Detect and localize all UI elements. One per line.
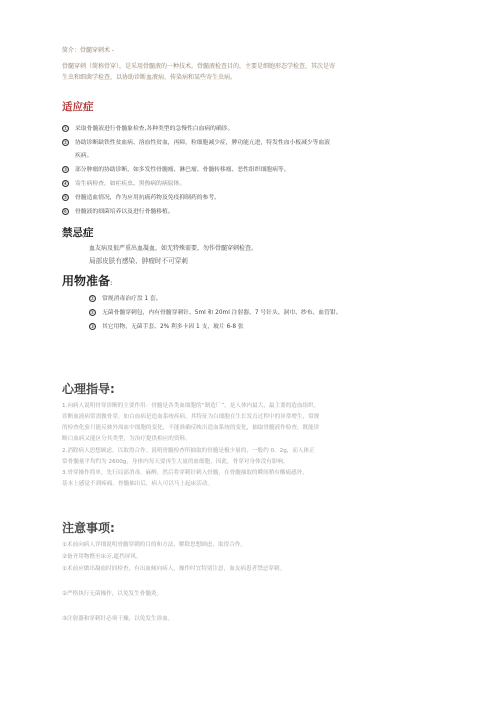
psychology-line-2: 诊断血液病常需做骨穿，如白血病是造血系统疾病，其特征为白细胞在生长发育过程中的异常增生，常规 [62,414,320,420]
indication-item-4 [62,180,185,188]
indication-item-2-cont: 疾病。 [75,153,93,159]
precaution-line-4: ②严格执行无菌操作，以免发生骨髓炎。 [62,591,163,597]
supplies-heading [62,272,112,289]
indication-item-6 [62,208,174,216]
psychology-line-1: 1.向病人说明骨穿诊断的主要作用：骨髓是各类血细胞的“制造厂”，是人体内最大、最主要的造血组织。 [62,403,320,409]
precaution-line-5: ③注射器和穿刺针必须干燥，以免发生溶血。 [62,616,174,622]
precautions-heading-colon: : [110,521,115,535]
supplies-heading-text: 用物准备 [62,274,111,288]
item-text: 协助诊断缺铁性贫血病、溶血性贫血，再障，粒细胞减少症，脾功能亢进，特发性血小板减少等血液 [75,140,331,146]
intro-line-1: 简介：骨髓穿刺术 - [62,47,115,54]
contraindications-heading: 禁忌症 [62,227,94,239]
contraindication-line-2: 局部皮肤有感染、肿瘤时不可穿刺 [89,257,188,265]
psychology-heading-text: 心理指导 [62,382,111,396]
indication-item-5 [62,194,220,202]
precautions-heading-text: 注意事项 [62,521,111,535]
number-badge: ④ [63,181,68,187]
indication-item-2 [62,139,330,147]
item-text: 采取骨髓液进行骨髓象检查,各种类型的急慢性白血病的确诊。 [75,126,234,132]
intro-line-3: 生虫和细菌学检查，以协助诊断血液病、传染病和某些寄生虫病。 [62,74,237,81]
item-text: 常规消毒治疗盘 1 套。 [102,296,162,302]
supply-item-1 [89,295,162,303]
item-text: 无菌骨髓穿刺包，内有骨髓穿刺针、5ml 和 20ml 注射器、7 号针头、洞巾、纱布、血管钳。 [102,310,342,316]
psychology-line-8: 基本上感觉不到疼痛。骨髓抽出后，病人可以马上起床活动。 [62,481,214,487]
indications-heading: 适应症 [62,101,94,113]
psychology-heading [62,380,115,397]
psychology-line-7: 3.骨穿操作简单，先行局部消毒、麻醉，然后将穿刺针刺入骨髓，在骨髓抽取的瞬间稍有酸痛感外， [62,470,308,476]
number-badge: ③ [63,167,68,173]
item-text: 寄生病检查，如疟疾虫、黑热病的病原体。 [75,181,186,187]
number-badge: ① [90,296,95,302]
indication-item-1 [62,125,233,133]
number-badge: ⑥ [63,209,68,215]
number-badge: ② [90,310,95,316]
item-text: 其它用物，无菌手套、2% 利多卡因 1 支，玻片 6-8 张 [102,324,244,330]
number-badge: ② [63,140,68,146]
number-badge: ③ [90,324,95,330]
item-text: 部分肿瘤的协助诊断，如多发性骨髓瘤、淋巴瘤、骨髓转移瘤、恶性组织细胞病等。 [75,167,290,173]
number-badge: ⑤ [63,195,68,201]
psychology-line-5: 2.消除病人思想顾虑，以取得合作。说明骨髓检查所抽取的骨髓是极少量的，一般约 0．2g，而人体正 [62,448,315,454]
indication-item-3 [62,166,290,174]
intro-line-2: 骨髓穿刺（简称骨穿），是采用骨髓液的一种技术。骨髓液检查目的，主要是细胞形态学检查，其次是寄 [62,63,336,70]
item-text: 骨髓液的细菌培养以及进行骨髓移植。 [75,209,174,215]
psychology-line-3: 的检查化验只能反映外周血中细胞的变化，不能准确反映出造血系统的变化，抽取骨髓液作检查，既能诊 [62,425,320,431]
item-text: 骨髓造血情况，作为应用抗癌药物及免疫抑制药的参考。 [75,195,220,201]
supply-item-3 [89,323,244,331]
precaution-line-1: ①术前向病人详细说明骨髓穿刺的目的和方法，解除思想顾虑，取得合作。 [62,542,247,548]
number-badge: ① [63,126,68,132]
supplies-heading-colon: : [110,279,113,287]
psychology-heading-colon: : [110,382,115,396]
supply-item-2 [89,309,342,317]
precaution-line-2: ②备齐用物携至床旁,遮挡屏风。 [62,554,142,560]
psychology-line-4: 断白血病又能区分其类型，为治疗提供相应的资料。 [62,436,191,442]
contraindication-line-1: 血友病及很严重出血凝血，如无特殊需要，勿作骨髓穿刺检查。 [89,245,258,252]
psychology-line-6: 常骨髓量平均约为 2600g，身体内每天要再生大量的血细胞，因此，骨穿对身体没有影响。 [62,459,289,465]
precaution-line-3: ①术前应做出凝血时间检查，有出血倾向病人，操作时宜特别注意，血友病患者禁忌穿刺。 [62,566,286,572]
precautions-heading [62,519,115,536]
